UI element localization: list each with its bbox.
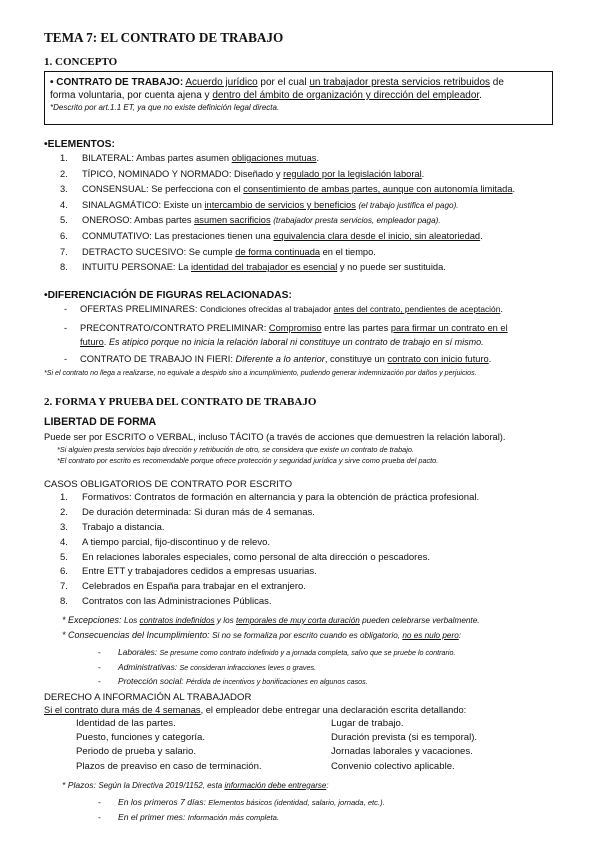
item-text	[82, 182, 515, 198]
text: .	[479, 90, 482, 101]
item-number: 5.	[60, 215, 68, 226]
text: BILATERAL: Ambas partes asumen	[82, 153, 232, 163]
text: , constituye un	[324, 354, 388, 364]
u-text: temporales de muy corta duración	[236, 616, 360, 625]
libertad-text: Puede ser por ESCRITO o VERBAL, incluso TÁCITO (a través de acciones que demuestren la relación laboral).	[44, 432, 506, 442]
text: Protección social:	[118, 676, 186, 686]
u-text: Compromiso	[268, 323, 322, 333]
u-text: de forma continuada	[235, 246, 321, 257]
derecho-text	[44, 705, 466, 715]
text: de	[490, 77, 504, 88]
section-heading-forma: 2. FORMA Y PRUEBA DEL CONTRATO DE TRABAJO	[44, 396, 317, 408]
plazos-line	[62, 780, 329, 790]
dif-item-1-text	[80, 304, 503, 314]
casos-heading: CASOS OBLIGATORIOS DE CONTRATO POR ESCRITO	[44, 479, 293, 490]
dif-item-2-line-2	[80, 337, 484, 347]
item-text	[82, 213, 441, 229]
item-text: A tiempo parcial, fijo-discontinuo y de relevo.	[82, 536, 270, 548]
text: por el cual	[257, 77, 310, 88]
info-row	[76, 745, 536, 759]
item-number: 6.	[60, 566, 68, 578]
italic-text: * Plazos:	[62, 780, 99, 790]
italic-text: Según la Directiva 2019/1152, esta	[98, 781, 225, 790]
italic-text: Los	[124, 616, 140, 625]
italic-text: y los	[214, 616, 237, 625]
text: En los primeros 7 días:	[118, 797, 209, 807]
text: .	[512, 184, 516, 195]
item-text	[82, 229, 483, 245]
u-trabajador: un trabajador presta servicios retribuidos	[309, 77, 491, 88]
diferenciacion-heading: •DIFERENCIACIÓN DE FIGURAS RELACIONADAS:	[44, 290, 292, 301]
item-number: 8.	[60, 262, 68, 273]
u-text: intercambio de servicios y beneficios	[204, 199, 356, 210]
info-left: Periodo de prueba y salario.	[76, 746, 196, 758]
italic-text: * Excepciones:	[62, 615, 125, 625]
u-text: futuro	[80, 337, 104, 347]
dash: -	[98, 647, 101, 657]
item-text	[82, 245, 376, 261]
u-text: información debe entregarse	[224, 781, 327, 790]
definition-term: CONTRATO DE TRABAJO:	[56, 77, 184, 88]
dash: -	[98, 661, 101, 672]
definition-line-2	[50, 89, 547, 102]
text: .	[500, 304, 503, 314]
info-columns	[76, 717, 536, 774]
info-row	[76, 731, 536, 745]
dash: -	[64, 323, 68, 333]
info-row	[76, 717, 536, 731]
item-text: De duración determinada: Si duran más de 4 semanas.	[82, 506, 315, 518]
text: CONSENSUAL: Se perfecciona con el	[82, 184, 244, 195]
text: Pérdida de incentivos y bonificaciones en algunos casos.	[185, 677, 368, 686]
item-number: 6.	[60, 230, 68, 241]
info-right: Convenio colectivo aplicable.	[331, 760, 455, 772]
italic-text: :	[326, 781, 329, 790]
text: .	[480, 230, 483, 241]
text: Información más completa.	[187, 813, 279, 822]
item-number: 3.	[60, 521, 68, 533]
text: CONTRATO DE TRABAJO IN FIERI:	[80, 354, 236, 364]
text: forma voluntaria, por cuenta ajena y	[50, 90, 213, 101]
text: .	[316, 153, 320, 163]
excepciones-line	[62, 615, 480, 625]
u-text: no es nulo pero	[402, 631, 459, 640]
italic-text: pueden celebrarse verbalmente.	[359, 616, 480, 625]
text: .	[421, 168, 425, 179]
text: .	[103, 337, 109, 347]
text: Laborales:	[118, 647, 160, 657]
info-left: Puesto, funciones y categoría.	[76, 732, 206, 744]
u-text: consentimiento de ambas partes, aunque con autonomía limitada	[243, 184, 513, 195]
text: PRECONTRATO/CONTRATO PRELIMINAR:	[80, 323, 269, 333]
item-number: 4.	[60, 199, 68, 210]
item-number: 5.	[60, 551, 68, 563]
italic-text: Si no se formaliza por escrito cuando es obligatorio,	[212, 631, 403, 640]
text: Condiciones ofrecidas al trabajador	[200, 304, 334, 314]
libertad-heading: LIBERTAD DE FORMA	[44, 416, 157, 428]
text: entre las partes	[321, 323, 391, 333]
italic-text: (el trabajo justifica el pago).	[358, 200, 459, 210]
u-text: asumen sacrificios	[194, 215, 271, 226]
text: DETRACTO SUCESIVO: Se cumple	[82, 246, 236, 257]
u-text: Si el contrato dura más de 4 semanas	[44, 705, 201, 715]
u-text: identidad del trabajador es esencial	[191, 262, 338, 273]
text: Administrativas:	[118, 661, 180, 672]
u-text: contratos indefinidos	[139, 616, 215, 625]
text: Se consideran infracciones leves o graves.	[179, 662, 317, 672]
item-number: 7.	[60, 246, 68, 257]
dash: -	[64, 354, 68, 364]
section-heading-concepto: 1. CONCEPTO	[44, 56, 118, 68]
info-left: Plazos de preaviso en caso de terminación.	[76, 760, 262, 772]
u-text: obligaciones mutuas	[231, 153, 317, 163]
item-text	[82, 198, 459, 214]
elementos-heading: •ELEMENTOS:	[44, 139, 115, 150]
definition-line-1	[50, 76, 547, 89]
definition-note: *Descrito por art.1.1 ET, ya que no existe definición legal directa.	[50, 103, 280, 112]
item-text: Contratos con las Administraciones Públicas.	[82, 596, 272, 608]
italic-text: (trabajador presta servicios, empleador paga).	[273, 216, 441, 226]
libertad-note-2: *El contrato por escrito es recomendable porque ofrece protección y seguridad jurídica y sirve como prueba del pacto.	[57, 456, 439, 465]
u-text: antes del contrato, pendientes de aceptación	[333, 304, 501, 314]
info-row	[76, 760, 536, 774]
item-text	[118, 810, 279, 825]
definition-box	[44, 71, 553, 125]
u-text: para firmar un contrato en el	[390, 323, 508, 333]
item-text: En relaciones laborales especiales, como personal de alta dirección o pescadores.	[82, 551, 431, 563]
item-number: 2.	[60, 168, 68, 179]
info-right: Jornadas laborales y vacaciones.	[331, 746, 473, 758]
libertad-note-1: *Si alguien presta servicios bajo dirección y retribución de otro, se considera que existe un contrato de trabajo.	[57, 445, 414, 454]
text: TÍPICO, NOMINADO Y NORMADO: Diseñado y	[82, 168, 284, 179]
text: y no puede ser sustituida.	[337, 262, 446, 273]
item-number: 1.	[60, 153, 68, 163]
item-number: 7.	[60, 581, 68, 593]
u-text: contrato con inicio futuro	[387, 354, 489, 364]
dash: -	[98, 676, 101, 686]
text: .	[488, 354, 492, 364]
u-dentro: dentro del ámbito de organización y dirección del empleador	[212, 90, 480, 101]
text: Elementos básicos (identidad, salario, jornada, etc.).	[208, 798, 385, 807]
item-number: 2.	[60, 506, 68, 518]
dash: -	[98, 812, 101, 822]
item-text	[82, 167, 424, 183]
consecuencias-line	[62, 630, 461, 640]
item-text: Trabajo a distancia.	[82, 521, 165, 533]
text: CONMUTATIVO: Las prestaciones tienen una	[82, 230, 274, 241]
text: Se presume como contrato indefinido y a jornada completa, salvo que se pruebe lo contrario.	[159, 648, 456, 657]
italic-text: Diferente a lo anterior	[235, 354, 325, 364]
text: en el tiempo.	[320, 246, 376, 257]
dif-item-2-line-1	[80, 323, 508, 333]
item-text	[118, 645, 456, 661]
item-text	[82, 151, 319, 167]
item-text: Formativos: Contratos de formación en alternancia y para la obtención de práctica profesional.	[82, 492, 480, 503]
item-text	[118, 660, 316, 676]
item-number: 3.	[60, 184, 68, 195]
page-title: TEMA 7: EL CONTRATO DE TRABAJO	[44, 30, 284, 45]
item-number: 1.	[60, 492, 68, 503]
u-text: regulado por la legislación laboral	[283, 168, 422, 179]
info-right: Lugar de trabajo.	[331, 718, 404, 729]
bullet: •	[50, 77, 54, 88]
text: ONEROSO: Ambas partes	[82, 215, 195, 226]
item-text: Entre ETT y trabajadores cedidos a empresas usuarias.	[82, 566, 317, 578]
item-text	[118, 674, 368, 690]
info-left: Identidad de las partes.	[76, 718, 176, 729]
item-text: Celebrados en España para trabajar en el extranjero.	[82, 581, 306, 593]
text: OFERTAS PRELIMINARES:	[80, 304, 201, 314]
text: INTUITU PERSONAE: La	[82, 262, 192, 273]
text: En el primer mes:	[118, 812, 188, 822]
dif-item-3-text	[80, 354, 491, 364]
derecho-heading: DERECHO A INFORMACIÓN AL TRABAJADOR	[44, 692, 252, 703]
dash: -	[98, 797, 101, 807]
text: , el empleador debe entregar una declaración escrita detallando:	[200, 705, 467, 715]
dash: -	[64, 304, 68, 314]
u-text: equivalencia clara desde el inicio, sin aleatoriedad	[273, 230, 481, 241]
item-number: 8.	[60, 596, 68, 608]
u-acuerdo: Acuerdo jurídico	[185, 77, 258, 88]
text: SINALAGMÁTICO: Existe un	[82, 199, 205, 210]
item-number: 4.	[60, 536, 68, 548]
italic-text: :	[458, 631, 462, 640]
item-text	[82, 260, 446, 276]
item-text	[118, 795, 385, 810]
dif-note: *Si el contrato no llega a realizarse, no equivale a despido sino a incumplimiento, pudiendo generar indemnización por daños y perjuicios.	[44, 369, 477, 377]
italic-text: * Consecuencias del Incumplimiento:	[62, 630, 213, 640]
info-right: Duración prevista (si es temporal).	[331, 732, 478, 744]
italic-text: Es atípico porque no inicia la relación laboral ni constituye un contrato de trabajo en sí mismo.	[108, 337, 484, 347]
